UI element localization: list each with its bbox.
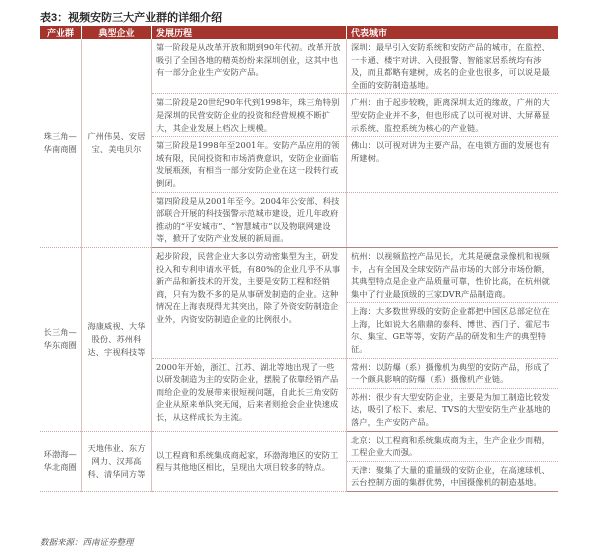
development-cell: 第二阶段是20世纪90年代到1998年，珠三角特别是深圳的民营安防企业的投资和经营规模不断扩大，其企业发展上档次上规模。 <box>152 94 347 137</box>
header-cluster: 产业群 <box>40 26 82 39</box>
region-cell: 珠三角—华南商圈 <box>40 39 82 247</box>
development-cell: 第四阶段是从2001年至今。2004年公安部、科技部联合开展的科技强警示范城市建设，近几年政府推动的“平安城市”、“智慧城市”以及物联网建设等，掀开了安防产业发展的新局面。 <box>152 192 347 247</box>
header-city: 代表城市 <box>347 26 558 39</box>
city-cell: 北京：以工程商和系统集成商为主，生产企业少而精，工程企业大而强。 <box>347 431 558 461</box>
company-cell: 海康威视、大华股份、苏州科达、宇视科技等 <box>82 247 152 431</box>
development-cell: 2000年开始，浙江、江苏、湖北等地出现了一些以研发制造为主的安防企业，摆脱了依靠经销产品而给企业的发展带来很短视问题，自此长三角安防企业从原来单队突无闻，后来者则抢会企业快速成长，从这样成长为主流。 <box>152 358 347 431</box>
development-cell: 第一阶段是从改革开放和期到90年代初。改革开放吸引了全国各地的精英纷纷来深圳创业，这其中也有一部分企业生产安防产品。 <box>152 39 347 94</box>
company-cell: 广州伟昊、安居宝、美电贝尔 <box>82 39 152 247</box>
city-cell: 深圳：最早引入安防系统和安防产品的城市，在监控、一卡通、楼宇对讲、入侵报警、智能家居系统均有涉及，而且都略有建树，成名的企业也很多，可以说是最全面的安防制造基地。 <box>347 39 558 94</box>
development-cell: 第三阶段是1998年至2001年。安防产品应用的领域有限，民间投资和市场消费意识，安防企业面临发展瓶颈，有相当一部分安防企业在这一段转行或倒闭。 <box>152 137 347 192</box>
table-title: 表3：视频安防三大产业群的详细介绍 <box>40 11 223 24</box>
company-cell: 天地伟业、东方网力、汉邦高科、清华同方等 <box>82 431 152 491</box>
region-cell: 长三角—华东商圈 <box>40 247 82 431</box>
city-cell <box>347 192 558 247</box>
city-cell: 上海：大多数世界级的安防企业都把中国区总部定位在上海，比如说大名鼎鼎的泰科、博世、西门子、霍尼韦尔、集宝、GE等等，安防产品的研发和生产的典型特征。 <box>347 303 558 358</box>
data-source-note: 数据来源：西南证券整理 <box>40 538 134 548</box>
table-header-row <box>40 26 558 39</box>
development-cell: 以工程商和系统集成商起家，环渤海地区的安防工程与其他地区相比，呈现出大项目较多的特点。 <box>152 431 347 491</box>
city-cell: 苏州：很少有大型安防企业，主要是为加工制造比较发达，吸引了松下、索尼、TVS的大型安防生产业基地的落户，生产安防产品。 <box>347 388 558 431</box>
header-company: 典型企业 <box>82 26 152 39</box>
city-cell: 广州：由于起步较晚，距离深圳太近的缘故，广州的大型安防企业并不多，但也形成了以可视对讲、大屏幕显示系统、监控系统为核心的产业链。 <box>347 94 558 137</box>
header-development: 发展历程 <box>152 26 347 39</box>
city-cell: 天津：聚集了大量的重量级的安防企业，在高速球机、云台控制方面的集群优势，中国摄像机的制造基地。 <box>347 461 558 491</box>
industry-cluster-table <box>39 26 558 492</box>
city-cell: 杭州：以视频监控产品见长，尤其是硬盘录像机和视频卡，占有全国及全球安防产品市场的大部分市场份额，其典型特点是企业产品质量可靠，性价比高，在杭州就集中了行业最顶级的三家DVR产品制造商。 <box>347 247 558 302</box>
city-cell: 常州：以防爆（系）摄像机为典型的安防产品，形成了一个颇具影响的防爆（系）摄像机产业链。 <box>347 358 558 388</box>
table-row <box>40 247 558 302</box>
development-cell: 起步阶段，民营企业大多以劳动密集型为主，研发投入和专利申请水平低，有80%的企业几乎不从事新产品和新技术的开发，主要是安防工程和经销商，只有为数不多的是从事研发制造的企业。这种情况在上海表现得尤其突出，除了外资安防制造企业外，内资安防制造企业的比例很小。 <box>152 247 347 358</box>
table-row <box>40 39 558 94</box>
region-cell: 环渤海—华北商圈 <box>40 431 82 491</box>
table-row <box>40 431 558 461</box>
city-cell: 佛山：以可视对讲为主要产品，在电锁方面的发展也有所建树。 <box>347 137 558 192</box>
